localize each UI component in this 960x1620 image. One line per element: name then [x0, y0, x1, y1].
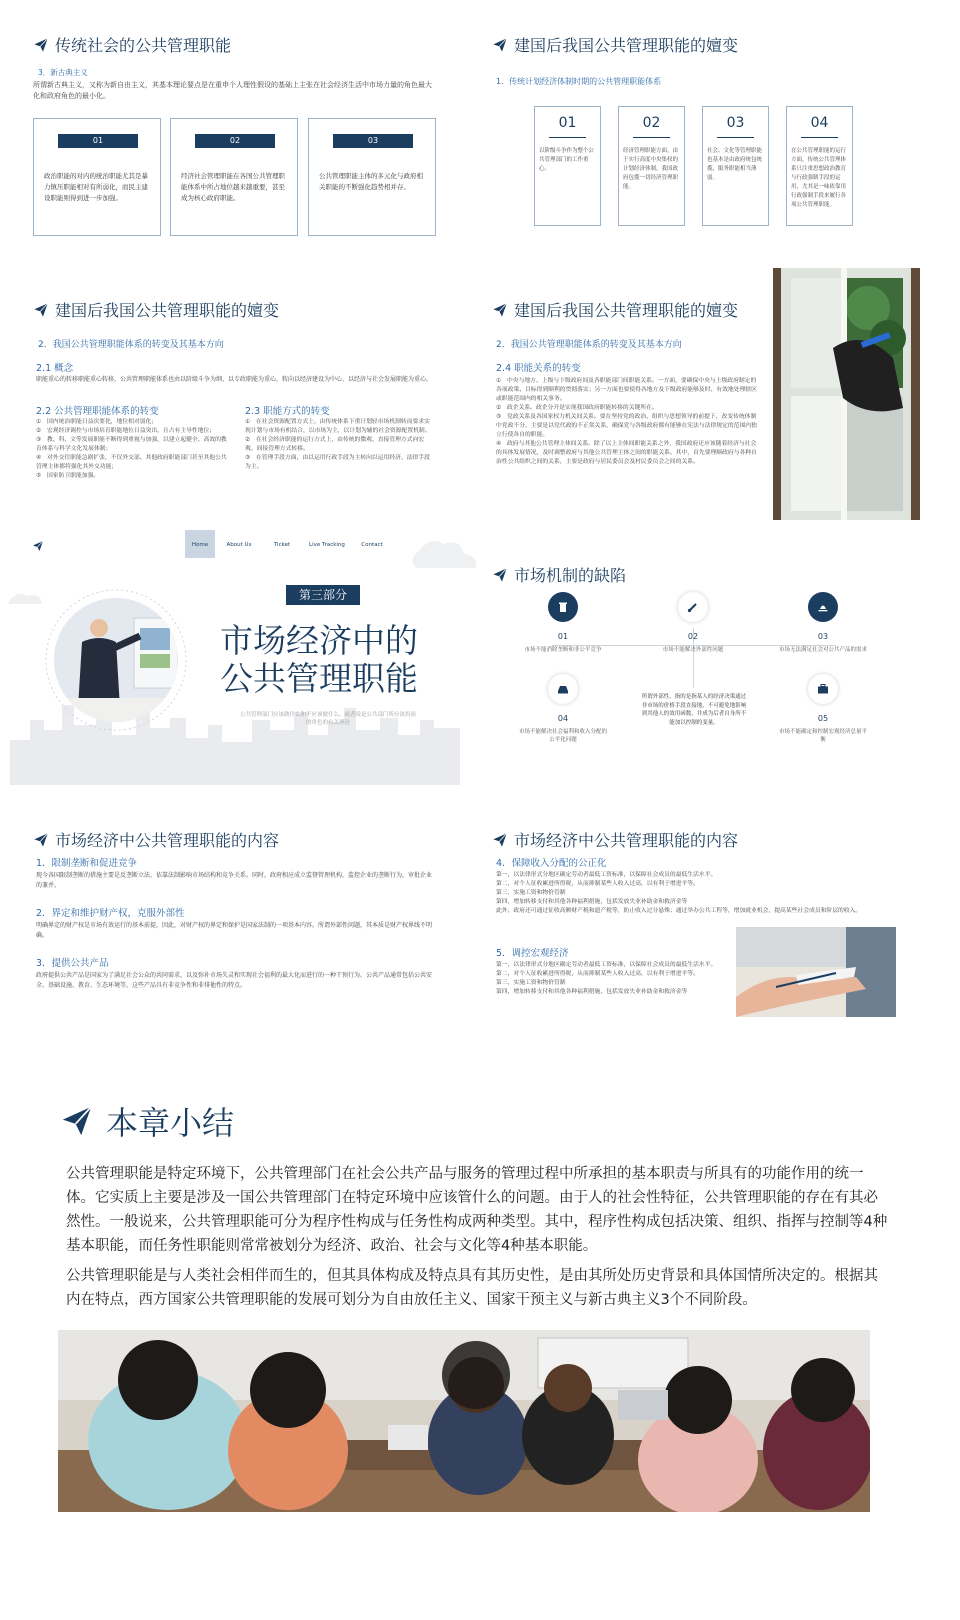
list-item: ② 宏观经济调控与市场培育职能地位日益突出，且占有主导性地位； — [36, 428, 216, 434]
cover-title-line-1: 市场经济中的 — [220, 621, 418, 660]
nav-contact[interactable]: Contact — [361, 542, 383, 548]
item-label-01: 市场不能消除垄断和非公平竞争 — [524, 647, 602, 653]
meeting-photo — [58, 1330, 870, 1512]
summary-paragraph-2: 公共管理职能是与人类社会相伴而生的，但其具体构成及特点具有其历史性，是由其所处历史背景和具体国情所决定的。根据其内在特点，西方国家公共管理职能的发展可划分为自由放任主义、国家干预主义与新古典主义3个不同阶段。 — [66, 1268, 878, 1308]
content-heading-2: 2．界定和维护财产权，克服外部性 — [36, 908, 185, 919]
section-heading: 1．传统计划经济体制时期的公共管理职能体系 — [496, 77, 662, 86]
card-number: 04 — [810, 115, 829, 131]
card-number: 03 — [726, 115, 745, 131]
list-2-3 — [245, 418, 435, 472]
card-text: 政治职能的对内的统治职能尤其是暴力镇压职能相对有所弱化，而民主建设职能则得到进一步加强。 — [44, 172, 148, 202]
item-label-04: 市场不能解决社会福利和收入分配的公平化问题 — [518, 729, 607, 743]
list-item: 第四，增加转移支付和其他各种福利措施，包括发放失业补助金和救济金等 — [496, 989, 688, 995]
list-item: 第二，对个人征收累进所得税，从而抑制某些人收入过高，以有利于增进平等。 — [496, 971, 699, 977]
section-heading: 3．新古典主义 — [38, 68, 88, 77]
list-item: 第三，实施工资和物价管制 — [496, 890, 566, 896]
divider — [633, 137, 670, 138]
list-item: ④ 对外交往职能急剧扩张，不仅外交部、其他政府职能部门甚至其他公共管理主体都将强化其外交功能； — [36, 455, 227, 470]
period-card-2 — [618, 106, 685, 226]
card-number: 02 — [642, 115, 661, 131]
trash-icon — [548, 592, 578, 622]
subsection-2-1: 2.1 概念 — [36, 363, 74, 374]
period-card-4 — [786, 106, 853, 226]
drive-icon — [548, 674, 578, 704]
cover-title-line-2: 公共管理职能 — [220, 659, 418, 698]
slide-evolution-planned — [480, 0, 960, 265]
externality-explanation: 所谓外部性，指的是指某人的经济决策通过非市场的价格手段直接地、不可避免地影响到其他人的效用函数，并成为后者自身所不能加以控制的变量。 — [641, 694, 747, 726]
subsection-2-4: 2.4 职能关系的转变 — [496, 363, 581, 374]
briefcase-icon — [808, 674, 838, 704]
period-card-1 — [534, 106, 601, 226]
list-item: ① 国内统治职能日益次要化，地位相对弱化； — [36, 419, 158, 425]
paper-plane-icon — [492, 567, 508, 583]
slide-title: 建国后我国公共管理职能的嬗变 — [33, 298, 279, 321]
list-item: 第二，对个人征收累进所得税，从而抑制某些人收入过高，以有利于增进平等。 — [496, 881, 699, 887]
divider — [549, 137, 586, 138]
list-item: ③ 在管理手段方面，由以运用行政手段为主转向以运用经济、法律手段为主。 — [245, 455, 430, 470]
brush-icon — [678, 592, 708, 622]
slide-transition-direction — [0, 265, 480, 530]
slide-market-content-1 — [0, 795, 480, 1060]
presenter-photo — [54, 598, 178, 722]
item-number-05: 05 — [817, 714, 829, 723]
card-tag: 03 — [333, 134, 413, 148]
list-item: ⑤ 国家防卫职能加强。 — [36, 473, 100, 479]
summary-paragraph-1: 公共管理职能是特定环境下，公共管理部门在社会公共产品与服务的管理过程中所承担的基本职责与所具有的功能作用的统一体。它实质上主要是涉及一国公共管理部门在特定环境中应该管什么的问题。由于人的社会性特征，公共管理职能的存在有其必然性。一般说来，公共管理职能可分为程序性构成与任务性构成两种类型。其中，程序性构成包括决策、组织、指挥与控制等4种基本职能，而任务性职能则常常被划分为经济、政治、社会与文化等4种基本职能。 — [66, 1166, 888, 1254]
card-text: 社会、文化等管理职能也基本是由政府统包统揽，服务职能相当薄弱。 — [707, 148, 763, 181]
list-item: ③ 教、科、文等发展职能不断得到重视与加强，以建立起健全、高效的教育体系与科学文化发展体制； — [36, 437, 227, 452]
paper-plane-icon — [492, 302, 508, 318]
subsection-2-3: 2.3 职能方式的转变 — [245, 406, 330, 417]
paper-plane-icon — [33, 37, 49, 53]
content-text-2: 明确界定的财产权是市场有效运行的基本前提，因此，对财产权的界定和保护是国家法制的一项基本内容。所谓外部性问题，其本质是财产权界线不明确。 — [36, 922, 433, 939]
card-text: 公共管理职能主体的多元化与政府相关职能的不断强化趋势相并存。 — [319, 172, 423, 191]
info-card-3 — [308, 118, 436, 236]
item-label-02: 市场不能解决外部性问题 — [662, 647, 724, 653]
list-item: 第四，增加转移支付和其他各种福利措施，包括发放失业补助金和救济金等 — [496, 899, 688, 905]
slide-title: 市场经济中公共管理职能的内容 — [492, 828, 738, 851]
card-text: 以阶级斗争作为整个公共管理部门的工作重心。 — [539, 148, 595, 172]
item-number-01: 01 — [557, 632, 569, 641]
slide-chapter-summary — [0, 1060, 960, 1620]
slide-relations-change — [480, 265, 960, 530]
content-text-3: 政府提供公共产品是国家为了满足社会公众的共同需求，以及弥补市场失灵和实现社会福利的最大化而进行的一种干预行为。公共产品通常包括公共安全、基础设施、教育、生态环境等，这些产品具有非竞争性和非排他性的特点。 — [36, 972, 433, 989]
list-item: ② 政企关系。政企分开是实现我国政府职能转移的关键所在。 — [496, 405, 658, 411]
list-item: 第三，实施工资和物价管制 — [496, 980, 566, 986]
item-label-05: 市场不能确定和控制宏观经济总量平衡 — [778, 729, 867, 743]
slide-traditional-functions — [0, 0, 480, 265]
item-number-03: 03 — [817, 632, 829, 641]
section-description: 所谓新古典主义，又称为新自由主义，其基本理论要点是在重申个人理性假设的基础上主张在社会经济生活中市场力量的角色最大化和政府角色的最小化。 — [33, 81, 432, 100]
card-tag: 02 — [195, 134, 275, 148]
section-heading: 2．我国公共管理职能体系的转变及其基本方向 — [38, 340, 224, 350]
presenter-illustration — [54, 598, 178, 722]
handshake-illustration — [736, 927, 896, 1017]
slide-title: 建国后我国公共管理职能的嬗变 — [492, 298, 738, 321]
section-heading: 2．我国公共管理职能体系的转变及其基本方向 — [496, 340, 682, 350]
card-tag: 01 — [58, 134, 138, 148]
card-text: 经济管理职能方面，由于实行高度中央集权的计划经济体制，我国政府包揽一切经济管理职能。 — [623, 148, 679, 190]
list-2-4 — [496, 377, 758, 467]
list-item: ① 在社会资源配置方式上，由传统体系下重计划轻市场机制转而要求实现计划与市场有机结合，以市场为主，以计划为辅的社会资源配置机制。 — [245, 419, 431, 434]
content-heading-5: 5．调控宏观经济 — [496, 948, 569, 959]
divider — [717, 137, 754, 138]
paper-plane-icon — [492, 832, 508, 848]
info-card-1 — [33, 118, 161, 236]
nav-ticket[interactable]: Ticket — [273, 542, 291, 548]
list-2-2 — [36, 418, 228, 481]
summary-title: 本章小结 — [60, 1098, 234, 1144]
handshake-photo — [736, 927, 896, 1017]
slide-title: 建国后我国公共管理职能的嬗变 — [492, 33, 738, 56]
slide-title: 市场经济中公共管理职能的内容 — [33, 828, 279, 851]
item-number-04: 04 — [557, 714, 569, 723]
content-list-4 — [496, 871, 898, 916]
info-card-2 — [170, 118, 298, 236]
subsection-2-2: 2.2 公共管理职能体系的转变 — [36, 406, 159, 417]
paper-plane-icon — [33, 302, 49, 318]
period-card-3 — [702, 106, 769, 226]
content-list-5 — [496, 961, 726, 997]
card-number: 01 — [558, 115, 577, 131]
paper-plane-icon — [60, 1104, 94, 1138]
divider — [801, 137, 838, 138]
content-heading-1: 1．限制垄断和促进竞争 — [36, 858, 138, 869]
nav-about[interactable]: About Us — [226, 542, 252, 548]
slide-title: 传统社会的公共管理职能 — [33, 33, 231, 56]
content-heading-3: 3．提供公共产品 — [36, 958, 109, 969]
part-badge: 第三部分 — [286, 585, 360, 605]
slide-market-content-2 — [480, 795, 960, 1060]
window-photo-illustration — [773, 268, 920, 520]
subsection-2-1-text: 职能重心的转移职能重心转移，公共管理职能体系也由以阶级斗争为纲、以专政职能为重心，转向以经济建设为中心、以经济与社会发展职能为重心。 — [36, 376, 433, 383]
paper-plane-icon — [492, 37, 508, 53]
paper-plane-icon — [33, 832, 49, 848]
bell-icon — [808, 592, 838, 622]
card-text: 在公共管理职能的运行方面，传统公共管理体系只注重思想政治教育与行政强制手段的运用，尤其是一味依靠用行政强制手段来履行各项公共管理职能。 — [791, 148, 847, 208]
list-item: 第一，以法律形式分地区确定劳动者最低工资标准，以保障社会成员的最低生活水平。 — [496, 962, 717, 968]
nav-home[interactable]: Home — [191, 542, 209, 548]
list-item: ③ 党政关系及各国家权力机关间关系。要在坚持党的政治、组织与思想领导的前提下，改变传统体制中党政不分、主要是以党代政的不正常关系，确保党与各级政府都有能够在宪法与法律规定的范围内独立行使各自的职能。 — [496, 414, 757, 438]
list-item: ② 在社会经济职能的运行方式上，由传统的微观、直接管理方式向宏观、间接管理方式转移。 — [245, 437, 425, 452]
list-item: 此外，政府还可通过征收高额财产税和遗产税等，防止收入过分悬殊；通过举办公共工程等，增加就业机会，提高某些社会成员和阶层的收入。 — [496, 908, 862, 914]
list-item: ① 中央与地方、上级与下级政府间及各职能部门间职能关系。一方面，要确保中央与上级政府制定的各项政策、目标得到顺利的贯彻落实；另一方面也要使得各地方及下级政府能够及时、有效地处理辖区或职能范围内的相关事务。 — [496, 378, 757, 402]
list-item: ④ 政府与其他公共管理主体间关系。除了以上主体间职能关系之外，我国政府还应该随着经济与社会的具体发展情况，及时调整政府与其他公共管理主体之间的职能关系。其中，首先要理顺政府与各种自治性公共组织之间的关系，主要是政府与居民委员会及村民委员会之间的关系。 — [496, 441, 757, 465]
nav-live-tracking[interactable]: Live Tracking — [309, 542, 345, 548]
item-number-02: 02 — [687, 632, 699, 641]
meeting-illustration — [58, 1330, 870, 1512]
list-item: 第一，以法律形式分地区确定劳动者最低工资标准，以保障社会成员的最低生活水平。 — [496, 872, 717, 878]
content-heading-4: 4．保障收入分配的公正化 — [496, 858, 607, 869]
slide-title: 市场机制的缺陷 — [492, 563, 626, 586]
item-label-03: 市场无法满足社会对公共产品的需求 — [778, 647, 867, 653]
cover-title — [220, 622, 418, 698]
slide-market-failure — [480, 530, 960, 795]
window-photo — [773, 268, 920, 520]
content-text-1: 现今各国限制垄断的措施主要是反垄断立法，依靠法制影响市场结构和竞争关系。同时，政府相应成立监督管理机构，监控企业的垄断行为，审批企业的兼并。 — [36, 872, 433, 889]
cover-caption: 公共管理部门应该做什么和不应该做什么，或者说是公共部门所应该扮演的角色的有关理论 — [239, 712, 416, 726]
card-text: 经济社会管理职能在各国公共管理职能体系中所占地位越来越重要，甚至成为核心政府职能。 — [181, 172, 285, 202]
slide-part-three-cover — [0, 530, 480, 795]
